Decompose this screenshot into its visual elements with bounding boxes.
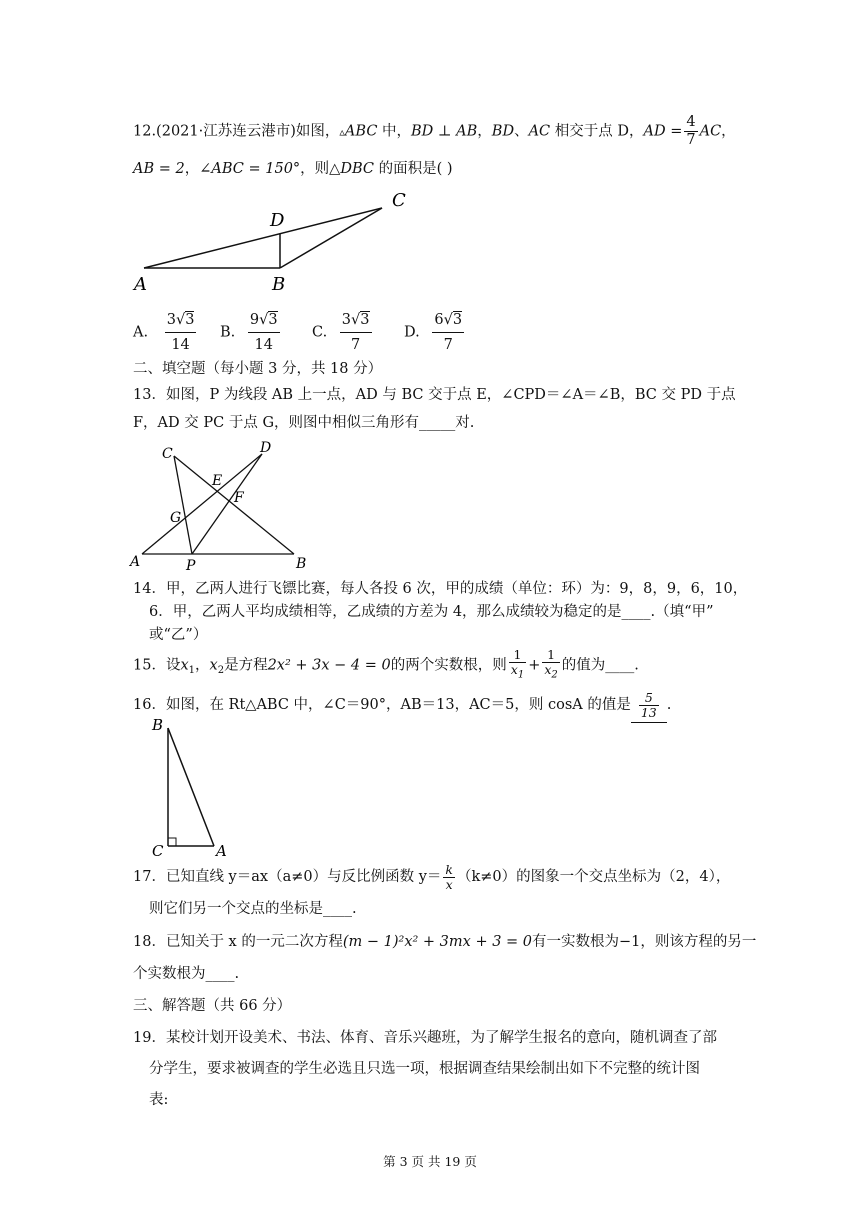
q12-option-d-den: 7 xyxy=(443,337,453,353)
q18-equation: (m − 1)²x² + 3mx + 3 = 0 xyxy=(342,934,533,950)
q12-line2-end: 的面积是( ) xyxy=(373,161,453,177)
section-3-heading: 三、解答题（共 66 分） xyxy=(133,998,292,1014)
q12-option-d-coef: 6 xyxy=(434,312,444,328)
q15-line xyxy=(133,648,639,688)
q12-option-a-letter: A. xyxy=(133,324,149,341)
q12-bd: BD xyxy=(491,123,515,140)
q12-option-d-value: $\frac{6√3}{7}$ xyxy=(432,308,464,357)
q17-k-over-x xyxy=(443,863,455,892)
q15-frac-2-num: 1 xyxy=(542,648,559,663)
q12-option-d-root: 3 xyxy=(452,312,463,328)
q12-triangle-symbol: ▵ xyxy=(339,125,345,139)
q12-ad-eq: AD = xyxy=(643,123,683,140)
q12-option-c-letter: C. xyxy=(312,324,328,341)
q12-option-c-value: $\frac{3√3}{7}$ xyxy=(340,308,372,357)
q12-abc: ABC xyxy=(344,123,378,140)
q12-option-a-root: 3 xyxy=(185,312,195,328)
q13-seg-cp xyxy=(174,456,192,554)
q16-answer xyxy=(639,691,659,720)
q12-option-b-letter: B. xyxy=(220,324,236,341)
q13-label-b: B xyxy=(296,556,307,572)
q12-bd-perp-ab: BD ⊥ AB xyxy=(411,123,478,140)
q12-dbc: △DBC xyxy=(329,161,374,177)
q17-line2: 则它们另一个交点的坐标是____. xyxy=(149,901,357,917)
q12-line1-prefix: 12.(2021·江苏连云港市)如图， xyxy=(133,123,340,140)
q16-answer-num: 5 xyxy=(639,691,659,706)
q16-seg-ba xyxy=(168,728,214,846)
q16-answer-blank xyxy=(631,688,667,723)
q12-zhong: 中， xyxy=(377,123,412,140)
q12-option-d-letter: D. xyxy=(404,324,420,341)
q15-prefix: 15．设 xyxy=(133,657,181,674)
q15-frac-1-num: 1 xyxy=(509,648,526,663)
q12-comma-end: ， xyxy=(721,123,736,140)
q18-line1-a: 18．已知关于 x 的一元二次方程 xyxy=(133,934,343,950)
q12-option-c[interactable] xyxy=(312,308,374,357)
q12-option-b-value: $\frac{9√3}{14}$ xyxy=(248,308,280,357)
q18-line1-b: 有一实数根为 xyxy=(532,934,620,950)
q15-equation: 2x² + 3x − 4 = 0 xyxy=(267,657,391,674)
q18-root: −1 xyxy=(619,934,641,950)
q15-x2: x xyxy=(209,657,218,674)
q17-line1-b: （k≠0）的图象一个交点坐标为（2，4）， xyxy=(456,869,731,885)
q12-meet: 相交于点 D， xyxy=(550,123,644,140)
section-2-heading: 二、填空题（每小题 3 分，共 18 分） xyxy=(133,361,383,377)
q15-frac-1-sub: 1 xyxy=(517,669,525,681)
q15-mid2: 的两个实数根，则 xyxy=(390,657,507,674)
q12-option-a-coef: 3 xyxy=(166,312,176,328)
q19-line3: 表: xyxy=(149,1092,169,1108)
q12-ab-eq: AB = 2 xyxy=(133,161,185,177)
q12-option-c-root: 3 xyxy=(360,312,370,328)
q12-line2-sep: ， xyxy=(184,161,200,177)
q13-label-g: G xyxy=(170,510,182,526)
q12-option-a-value: $\frac{3√3}{14}$ xyxy=(165,308,197,357)
q13-line1: 13．如图，P 为线段 AB 上一点，AD 与 BC 交于点 E，∠CPD＝∠A＝∠B，BC 交 PD 于点 xyxy=(133,387,736,403)
q14-line2: 6．甲，乙两人平均成绩相等，乙成绩的方差为 4，那么成绩较为稳定的是____.（填“甲” xyxy=(149,604,714,620)
q18-line2: 个实数根为____. xyxy=(133,966,240,982)
q12-option-c-den: 7 xyxy=(351,337,361,353)
q15-mid: 是方程 xyxy=(224,657,268,674)
q12-label-b: B xyxy=(272,274,286,295)
q12-option-b-root: 3 xyxy=(268,312,278,328)
q16-end: . xyxy=(666,697,672,713)
q12-dun: 、 xyxy=(514,123,529,140)
q15-frac-2-sub: 2 xyxy=(551,669,558,681)
q17-k: k xyxy=(445,861,453,877)
q12-label-c: C xyxy=(392,190,406,211)
q18-line1 xyxy=(133,931,756,953)
q12-ad-num: 4 xyxy=(686,114,696,130)
q12-ad-fraction xyxy=(684,114,697,149)
q17-x: x xyxy=(445,876,453,892)
q12-label-a: A xyxy=(134,274,147,295)
q15-frac-1-x: x xyxy=(510,662,518,677)
q13-label-a: A xyxy=(130,554,141,570)
q12-ad-tail: AC xyxy=(699,123,722,140)
q13-label-d: D xyxy=(260,440,272,456)
q19-line2: 分学生，要求被调查的学生必选且只选一项，根据调查结果绘制出如下不完整的统计图 xyxy=(149,1061,700,1077)
q13-label-e: E xyxy=(212,473,223,489)
q12-option-a-den: 14 xyxy=(171,337,190,353)
q13-label-c: C xyxy=(162,446,173,462)
q16-right-angle-mark xyxy=(168,838,176,846)
q15-frac-2 xyxy=(542,648,559,683)
q12-figure xyxy=(130,188,420,296)
q12-angle: ∠ABC = 150° xyxy=(199,161,301,177)
q13-figure xyxy=(128,440,328,572)
q16-label-a: A xyxy=(216,842,227,860)
q12-option-b-coef: 9 xyxy=(249,312,260,328)
q16-text: 16．如图，在 Rt△ABC 中，∠C＝90°，AB＝13，AC＝5，则 cosA 的值是 xyxy=(133,697,631,713)
q15-x2-sub: 2 xyxy=(217,665,225,677)
q12-seg-ac xyxy=(144,208,382,268)
q12-seg-bc xyxy=(280,208,382,268)
q19-line1: 19．某校计划开设美术、书法、体育、音乐兴趣班，为了解学生报名的意向，随机调查了部 xyxy=(133,1030,717,1046)
q12-line2-tail: ，则 xyxy=(300,161,330,177)
q16-figure xyxy=(148,714,248,860)
q12-option-b[interactable] xyxy=(220,308,282,357)
q12-ac: AC xyxy=(528,123,551,140)
page-footer: 第 3 页 共 19 页 xyxy=(383,1154,477,1169)
q14-line3: 或“乙”） xyxy=(149,627,208,643)
q12-option-a[interactable] xyxy=(133,308,198,357)
q15-x1: x xyxy=(180,657,189,674)
q16-answer-den: 13 xyxy=(640,704,657,720)
q12-line2 xyxy=(133,158,453,180)
q12-option-c-coef: 3 xyxy=(341,312,352,328)
q15-plus: + xyxy=(528,657,541,674)
q12-option-d[interactable] xyxy=(404,308,466,357)
q15-x1-sub: 1 xyxy=(188,665,196,677)
q13-line2: F，AD 交 PC 于点 G，则图中相似三角形有_____对. xyxy=(133,415,475,431)
q12-ad-den: 7 xyxy=(686,132,696,148)
q15-suffix: 的值为____. xyxy=(561,657,639,674)
q18-line1-c: ，则该方程的另一 xyxy=(640,934,757,950)
q12-label-d: D xyxy=(270,210,285,231)
q17-line1-a: 17．已知直线 y＝ax（a≠0）与反比例函数 y＝ xyxy=(133,869,442,885)
q17-line1 xyxy=(133,860,730,894)
q15-frac-1 xyxy=(509,648,526,683)
q12-option-b-den: 14 xyxy=(254,337,273,353)
q12-line1 xyxy=(133,114,736,149)
q12-sep: ， xyxy=(477,123,492,140)
q16-label-b: B xyxy=(152,716,164,734)
q15-frac-2-x: x xyxy=(544,662,552,677)
q15-comma: ， xyxy=(195,657,210,674)
q13-label-p: P xyxy=(186,558,196,574)
q16-label-c: C xyxy=(152,842,164,860)
q14-line1: 14．甲，乙两人进行飞镖比赛，每人各投 6 次，甲的成绩（单位：环）为：9，8，9，6，10， xyxy=(133,581,748,597)
q13-label-f: F xyxy=(234,490,244,506)
